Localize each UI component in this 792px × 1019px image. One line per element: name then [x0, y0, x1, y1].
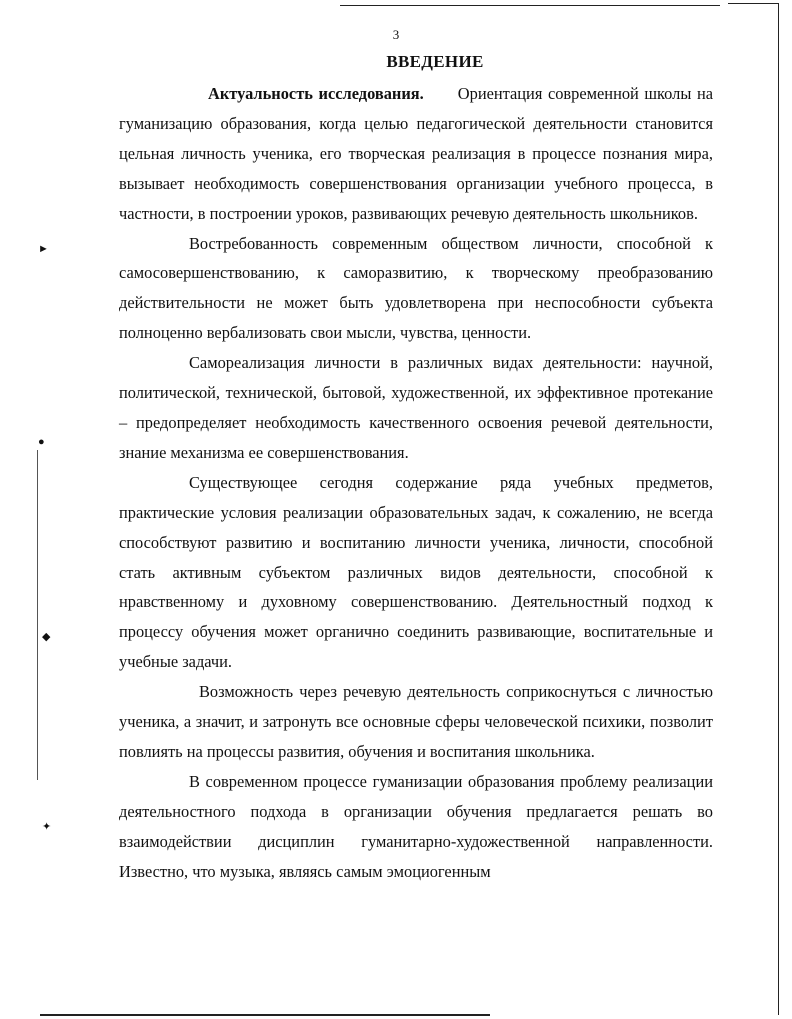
scan-border-right	[778, 3, 779, 1015]
paragraph: Актуальность исследования. Ориентация современной школы на гуманизацию образования, когда целью педагогической деятельности становится цельная личность ученика, его творческая реализация в процессе познания мира, вызывает необходимость совершенствования организации учебного процесса, в частности, в построении уроков, развивающих речевую деятельность школьников.	[119, 84, 713, 223]
scan-border-top	[340, 5, 720, 6]
binding-hole-mark: ►	[38, 243, 49, 255]
binding-hole-mark: ✦	[42, 821, 52, 833]
binding-mark-line	[37, 450, 38, 780]
paragraph: Возможность через речевую деятельность соприкоснуться с личностью ученика, а значит, и затронуть все основные сферы человеческой психики, позволит повлиять на процессы развития, обучения и воспитания школьника.	[119, 682, 713, 761]
scan-border-bottom	[40, 1014, 490, 1016]
page-number: 3	[392, 27, 400, 42]
binding-hole-mark: ◆	[42, 631, 51, 643]
document-body	[119, 79, 713, 886]
paragraph: Самореализация личности в различных видах деятельности: научной, политической, технической, бытовой, художественной, их эффективное протекание – предопределяет необходимость качественного освоения речевой деятельности, знание механизма ее совершенствования.	[119, 353, 713, 462]
lead-phrase: Актуальность исследования.	[208, 84, 424, 103]
paragraph: Востребованность современным обществом личности, способной к самосовершенствованию, к саморазвитию, к творческому преобразованию действительности не может быть удовлетворена при неспособности субъекта полноценно вербализовать свои мысли, чувства, ценности.	[119, 233, 713, 343]
section-heading: ВВЕДЕНИЕ	[386, 52, 484, 71]
binding-hole-mark: ●	[38, 436, 45, 448]
scan-border-corner	[728, 3, 778, 4]
paragraph: В современном процессе гуманизации образования проблему реализации деятельностного подхода в организации обучения предлагается решать во взаимодействии дисциплин гуманитарно-художественной направленности. Известно, что музыка, являясь самым эмоциогенным	[119, 771, 713, 881]
paragraph: Существующее сегодня содержание ряда учебных предметов, практические условия реализации образовательных задач, к сожалению, не всегда способствуют развитию и воспитанию личности ученика, личности, способной стать активным субъектом различных видов деятельности, способной к нравственному и духовному совершенствованию. Деятельностный подход к процессу обучения может органично соединить развивающие, воспитательные и учебные задачи.	[119, 472, 713, 672]
